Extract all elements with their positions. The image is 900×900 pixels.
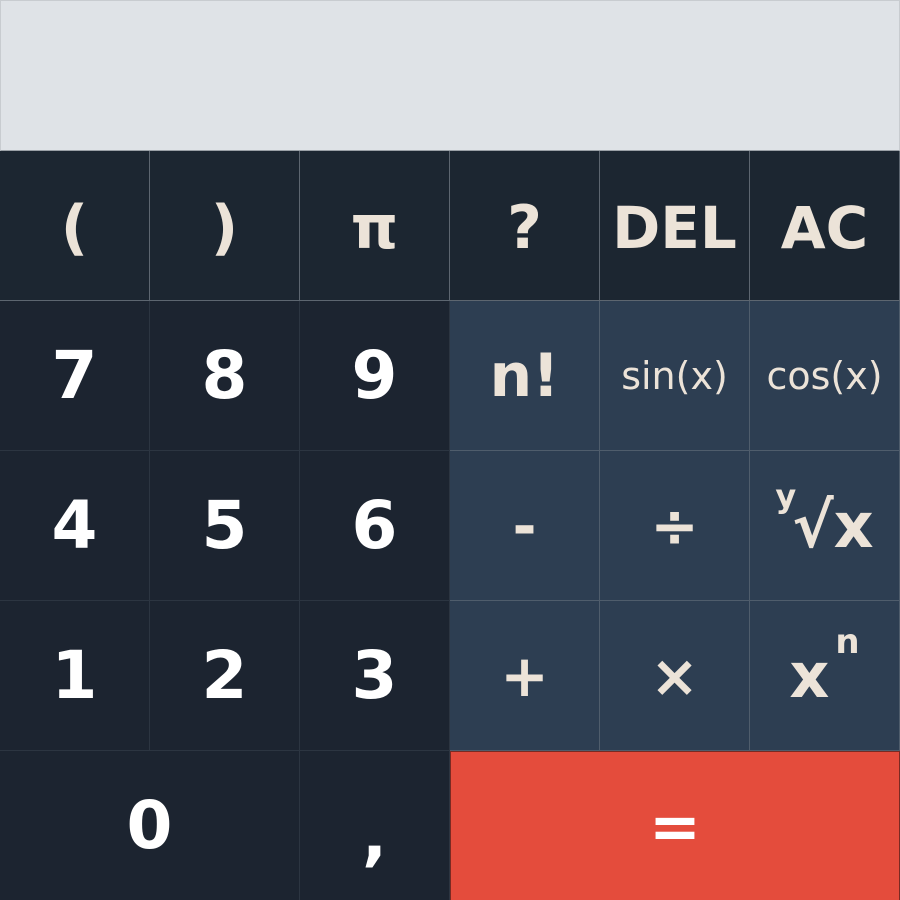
digit-0-button[interactable]: 0: [0, 751, 300, 900]
divide-button[interactable]: ÷: [600, 451, 750, 601]
cosine-button[interactable]: cos(x): [750, 301, 900, 451]
digit-6-button[interactable]: 6: [300, 451, 450, 601]
factorial-button[interactable]: n!: [450, 301, 600, 451]
power-button[interactable]: [750, 601, 900, 751]
nth-root-button[interactable]: [750, 451, 900, 601]
digit-2-button[interactable]: 2: [150, 601, 300, 751]
plus-button[interactable]: +: [450, 601, 600, 751]
pi-button[interactable]: π: [300, 151, 450, 301]
delete-button[interactable]: DEL: [600, 151, 750, 301]
open-paren-button[interactable]: (: [0, 151, 150, 301]
digit-8-button[interactable]: 8: [150, 301, 300, 451]
all-clear-button[interactable]: AC: [750, 151, 900, 301]
multiply-button[interactable]: ×: [600, 601, 750, 751]
digit-5-button[interactable]: 5: [150, 451, 300, 601]
keypad: [0, 151, 900, 900]
power-exponent-label: n: [835, 621, 860, 662]
help-button[interactable]: ?: [450, 151, 600, 301]
digit-4-button[interactable]: 4: [0, 451, 150, 601]
close-paren-button[interactable]: ): [150, 151, 300, 301]
digit-1-button[interactable]: 1: [0, 601, 150, 751]
equals-button[interactable]: =: [450, 751, 900, 900]
sine-button[interactable]: sin(x): [600, 301, 750, 451]
root-symbol-label: √x: [792, 489, 874, 562]
power-base-label: x: [789, 639, 830, 712]
minus-button[interactable]: -: [450, 451, 600, 601]
digit-7-button[interactable]: 7: [0, 301, 150, 451]
digit-9-button[interactable]: 9: [300, 301, 450, 451]
root-index-label: y: [775, 476, 797, 515]
digit-3-button[interactable]: 3: [300, 601, 450, 751]
comma-label: ,: [361, 797, 388, 874]
display-screen: [0, 0, 900, 151]
comma-button[interactable]: [300, 751, 450, 900]
